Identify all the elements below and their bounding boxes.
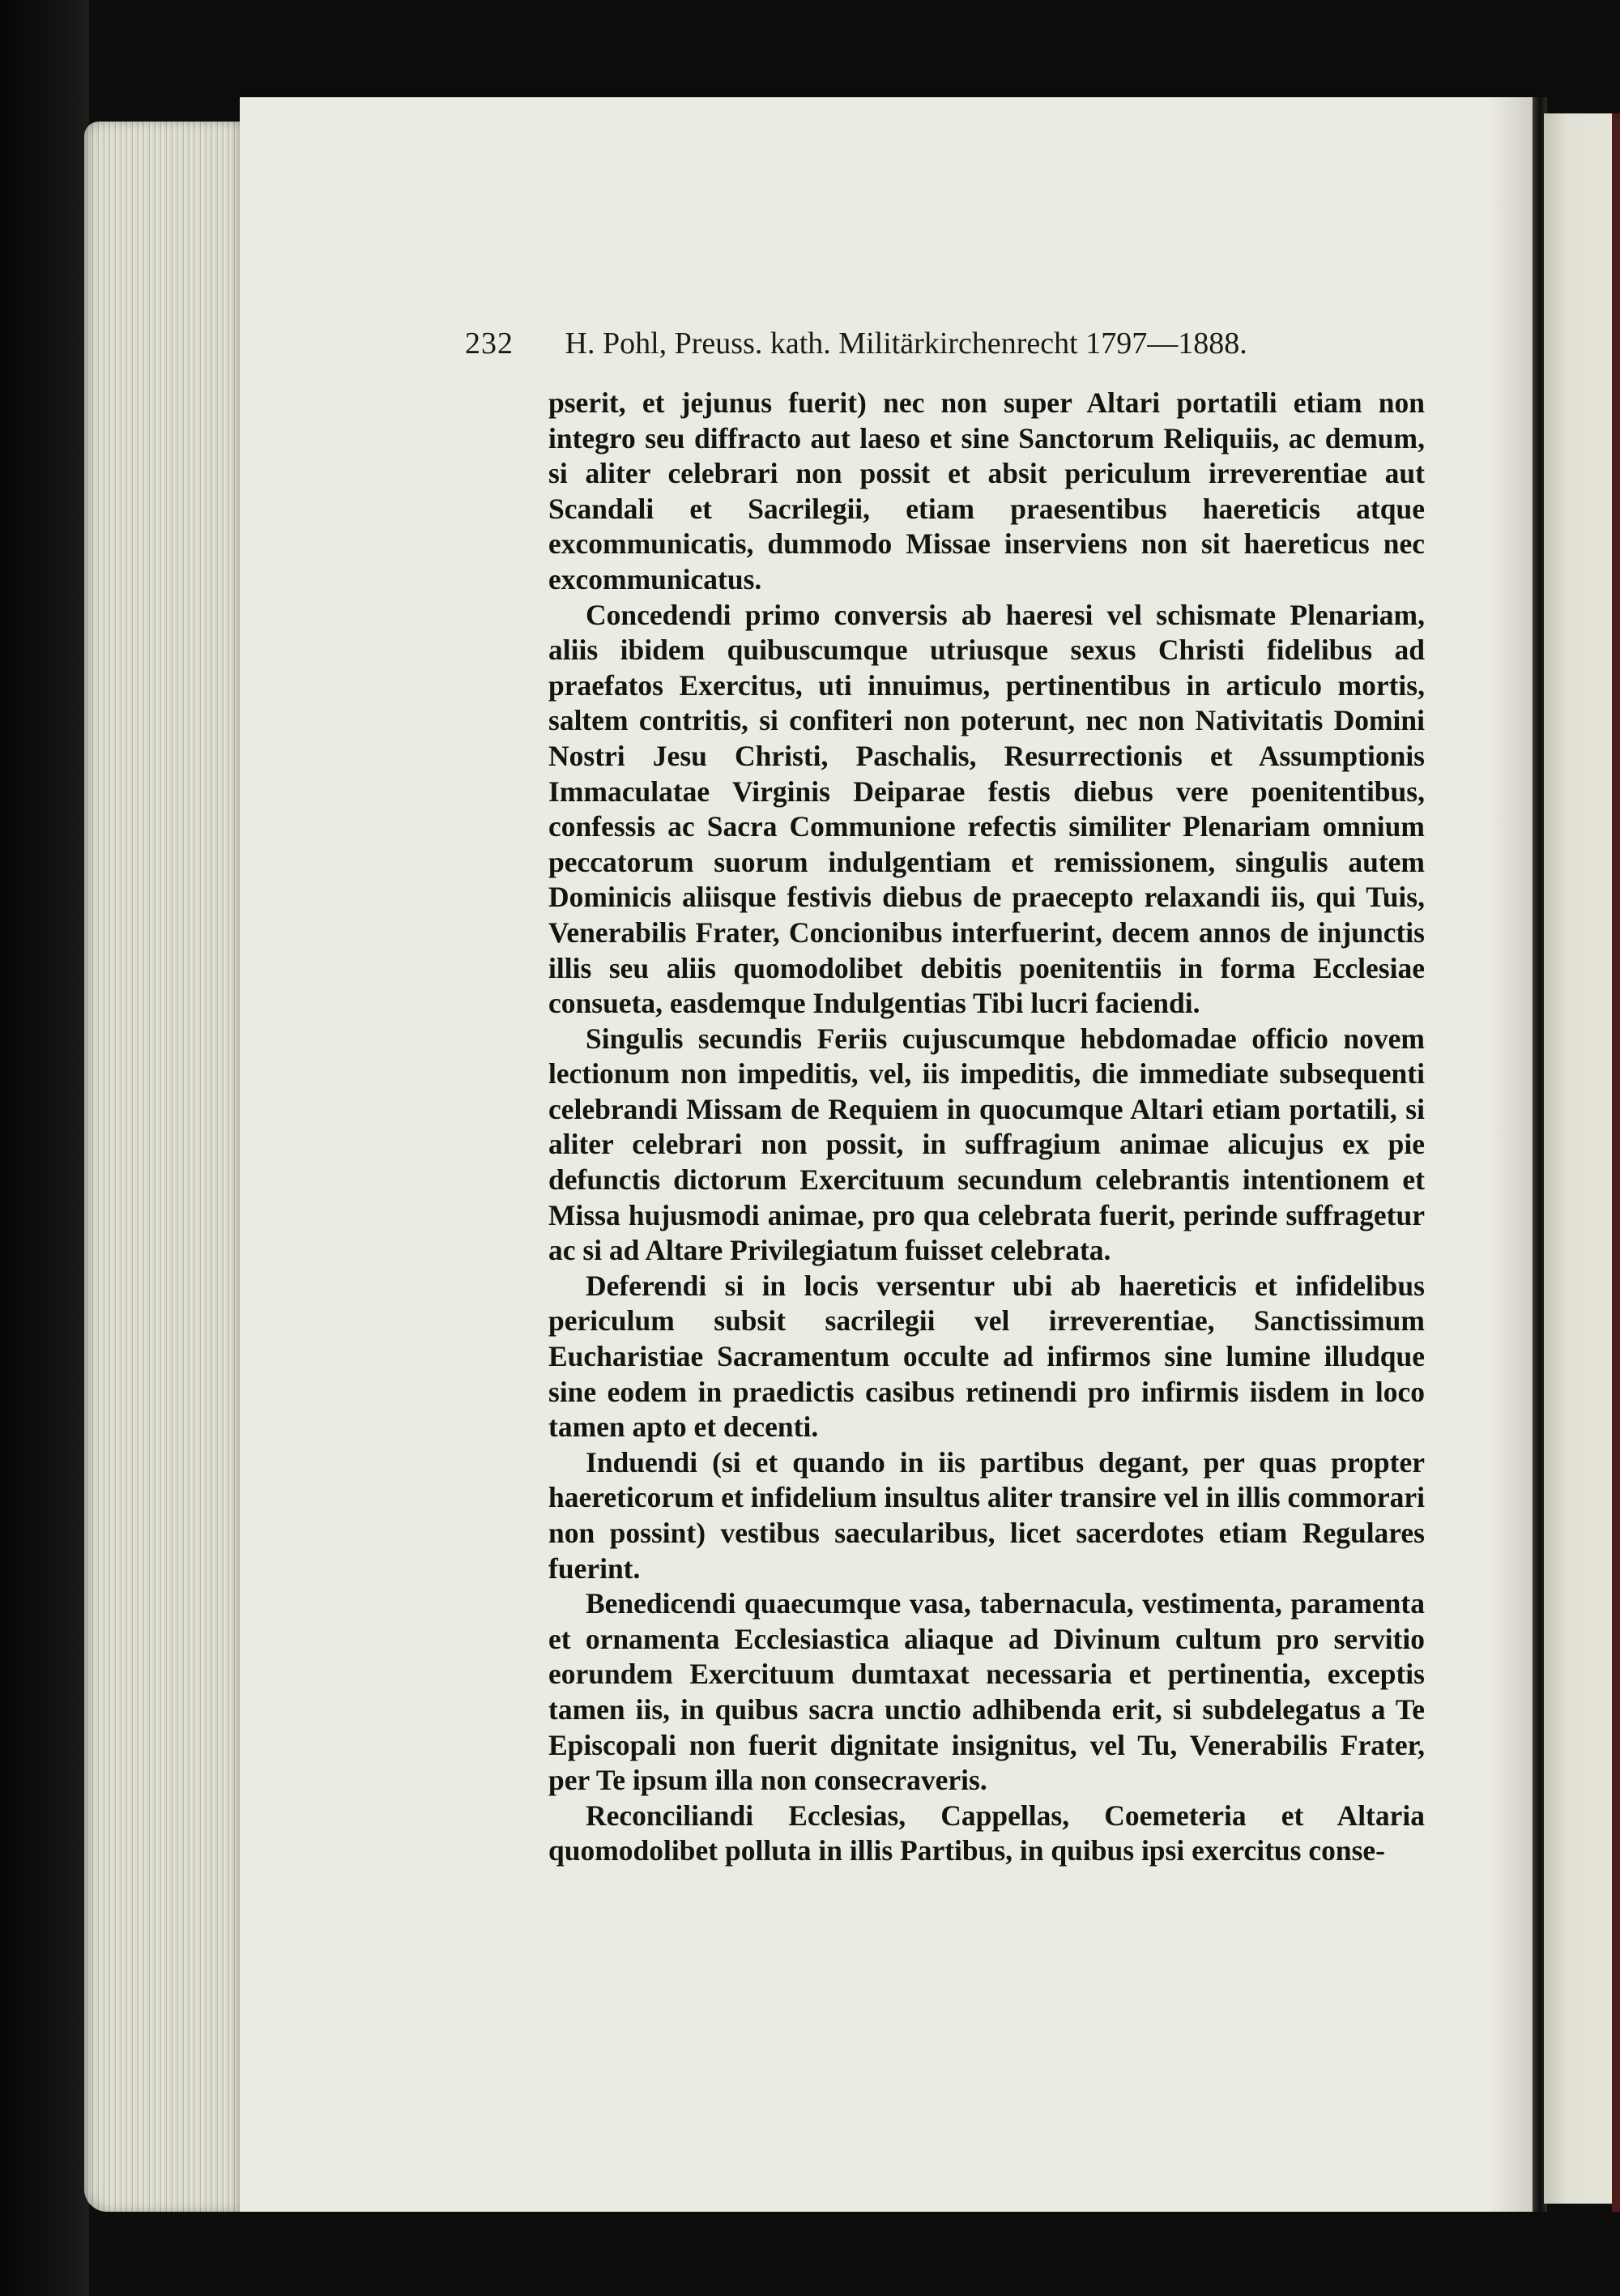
page-number: 232	[465, 326, 514, 361]
page-header	[465, 326, 1307, 374]
body-text	[548, 386, 1425, 1869]
paragraph: Concedendi primo conversis ab haeresi vel schismate Plenariam, aliis ibidem quibuscumque utriusque sexus Christi fidelibus ad praefatos Exercitus, uti innuimus, pertinentibus in articulo mortis, saltem contritis, si confiteri non poterunt, nec non Nativitatis Domini Nostri Jesu Christi, Paschalis, Resurrectionis et Assumptionis Immaculatae Virginis Deiparae festis diebus vere poenitentibus, confessis ac Sacra Communione refectis similiter Plenariam omnium peccatorum suorum indulgentiam et remissionem, singulis autem Dominicis aliisque festivis diebus de praecepto relaxandi iis, qui Tuis, Venerabilis Frater, Concionibus interfuerint, decem annos de injunctis illis seu aliis quomodolibet debitis poenitentiis in forma Ecclesiae consueta, easdemque Indulgentias Tibi lucri faciendi.	[548, 598, 1425, 1020]
paragraph: Benedicendi quaecumque vasa, tabernacula, vestimenta, paramenta et ornamenta Ecclesiastica aliaque ad Divinum cultum pro servitio eorundem Exercituum dumtaxat necessaria et pertinentia, exceptis tamen iis, in quibus sacra unctio adhibenda erit, si subdelegatus a Te Episcopali non fuerit dignitate insignitus, vel Tu, Venerabilis Frater, per Te ipsum illa non consecraveris.	[548, 1587, 1425, 1797]
paragraph: pserit, et jejunus fuerit) nec non super Altari portatili etiam non integro seu diffracto aut laeso et sine Sanctorum Reliquiis, ac demum, si aliter celebrari non possit et absit periculum irreverentiae aut Scandali et Sacrilegii, etiam praesentibus haereticis atque excommunicatis, dummodo Missae inserviens non sit haereticus nec excommunicatus.	[548, 386, 1425, 595]
page-edges-stack	[84, 122, 246, 2212]
cover-edge	[1612, 113, 1620, 2212]
gutter-shadow	[1489, 97, 1537, 2212]
running-head: H. Pohl, Preuss. kath. Militärkirchenrecht 1797—1888.	[565, 326, 1247, 361]
paragraph: Singulis secundis Feriis cujuscumque hebdomadae officio novem lectionum non impeditis, vel, iis impeditis, die immediate subsequenti celebrandi Missam de Requiem in quocumque Altari etiam portatili, si aliter celebrari non possit, in suffragium animae alicujus ex pie defunctis dictorum Exercituum secundum celebrantis intentionem et Missa hujusmodi animae, pro qua celebrata fuerit, perinde suffragetur ac si ad Altare Privilegiatum fuisset celebrata.	[548, 1022, 1425, 1267]
paragraph: Reconciliandi Ecclesias, Cappellas, Coemeteria et Altaria quomodolibet polluta in illis Partibus, in quibus ipsi exercitus conse-	[548, 1799, 1425, 1867]
facing-page-edge	[1544, 113, 1620, 2204]
paragraph: Deferendi si in locis versentur ubi ab haereticis et infidelibus periculum subsit sacrilegii vel irreverentiae, Sanctissimum Eucharistiae Sacramentum occulte ad infirmos sine lumine illudque sine eodem in praedictis casibus retinendi pro infirmis iisdem in loco tamen apto et decenti.	[548, 1269, 1425, 1444]
paragraph: Induendi (si et quando in iis partibus degant, per quas propter haereticorum et infidelium insultus aliter transire vel in illis commorari non possint) vestibus saecularibus, licet sacerdotes etiam Regulares fuerint.	[548, 1445, 1425, 1585]
book-binding	[0, 0, 89, 2296]
